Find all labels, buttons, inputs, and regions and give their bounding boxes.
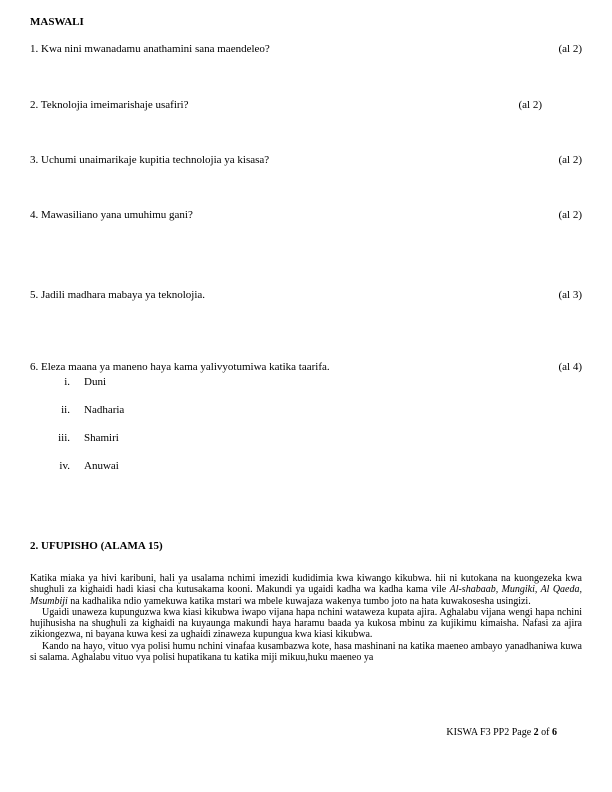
vocab-item-ii-numeral: ii. — [61, 404, 70, 416]
vocab-item-i-numeral: i. — [64, 376, 70, 388]
vocab-item-ii — [30, 404, 582, 417]
vocab-item-iv-numeral: iv. — [59, 460, 70, 472]
question-4 — [30, 209, 582, 222]
passage-p1-after: na kadhalika ndio yamekuwa katika mstari wa mbele kuwajaza wakenya tumbo joto na hata kuwakosesha usingizi. — [67, 595, 531, 607]
question-1-marks: (al 2) — [558, 43, 582, 55]
question-1 — [30, 43, 582, 56]
passage-p1-before: Katika miaka ya hivi karibuni, hali ya usalama nchimi imezidi kudidimia kwa kiwango kikubwa. hii ni kutokana na kuongezeka kwa shughuli za kighaidi hadi kiasi cha kutusakama kooni. Makundi ya ugaidi kadha wa kadha kama vile — [30, 573, 582, 596]
maswali-heading: MASWALI — [30, 16, 84, 28]
vocab-list — [30, 376, 582, 473]
question-3-text: 3. Uchumi unaimarikaje kupitia technolojia ya kisasa? — [30, 154, 270, 166]
footer-page-total: 6 — [552, 727, 557, 738]
question-4-text: 4. Mawasiliano yana umuhimu gani? — [30, 209, 193, 221]
footer-of: of — [538, 727, 552, 738]
footer-prefix: KISWA F3 PP2 Page — [446, 727, 534, 738]
question-1-text: 1. Kwa nini mwanadamu anathamini sana maendeleo? — [30, 43, 270, 55]
footer-page-number: 2 — [533, 727, 539, 738]
vocab-item-iii-numeral: iii. — [58, 432, 70, 444]
vocab-item-iv — [30, 460, 582, 473]
vocab-item-i-word: Duni — [84, 376, 106, 388]
vocab-item-iii — [30, 432, 582, 445]
question-4-marks: (al 2) — [558, 209, 582, 221]
question-2-marks: (al 2) — [518, 99, 542, 111]
passage-p1-italic-terms: Al-shabaab, Mungiki, Al Qaeda, Msumbiji — [30, 584, 582, 607]
vocab-item-iv-word: Anuwai — [84, 460, 119, 472]
passage-paragraph-3: Kando na hayo, vituo vya polisi humu nchini vinafaa kusambazwa kote, hasa mashinani na katika maeneo ambayo yanadhaniwa kuwa si salama. Aghalabu vituo vya polisi hupatikana tu katika miji mikuu,huku maeneo ya — [30, 640, 582, 664]
page-footer — [446, 727, 557, 739]
question-2-text: 2. Teknolojia imeimarishaje usafiri? — [30, 99, 189, 111]
question-5-text: 5. Jadili madhara mabaya ya teknolojia. — [30, 289, 206, 301]
question-5 — [30, 289, 582, 302]
question-3 — [30, 154, 582, 167]
vocab-item-iii-word: Shamiri — [84, 432, 119, 444]
vocab-item-i — [30, 376, 582, 389]
vocab-item-ii-word: Nadharia — [84, 404, 125, 416]
ufupisho-passage — [30, 573, 582, 663]
question-5-marks: (al 3) — [558, 289, 582, 301]
question-6-text: 6. Eleza maana ya maneno haya kama yalivyotumiwa katika taarifa. — [30, 361, 330, 373]
question-3-marks: (al 2) — [558, 154, 582, 166]
question-6 — [30, 361, 582, 374]
ufupisho-heading: 2. UFUPISHO (ALAMA 15) — [30, 540, 163, 552]
question-2 — [30, 99, 582, 112]
passage-paragraph-1 — [30, 573, 582, 607]
passage-paragraph-2: Ugaidi unaweza kupunguzwa kwa kiasi kikubwa iwapo vijana hapa nchini wataweza kupata ajira. Aghalabu vijana wengi hapa nchini hujihusisha na shughuli za kighaidi na kuyaunga makundi haya haramu baada ya kukosa mbinu za kujikimu kimaisha. Nafasi za ajira zikiongezwa, ni bayana kuwa kesi za ughaidi zinaweza kupungua kwa kiasi kikubwa. — [30, 606, 582, 641]
question-6-marks: (al 4) — [558, 361, 582, 373]
